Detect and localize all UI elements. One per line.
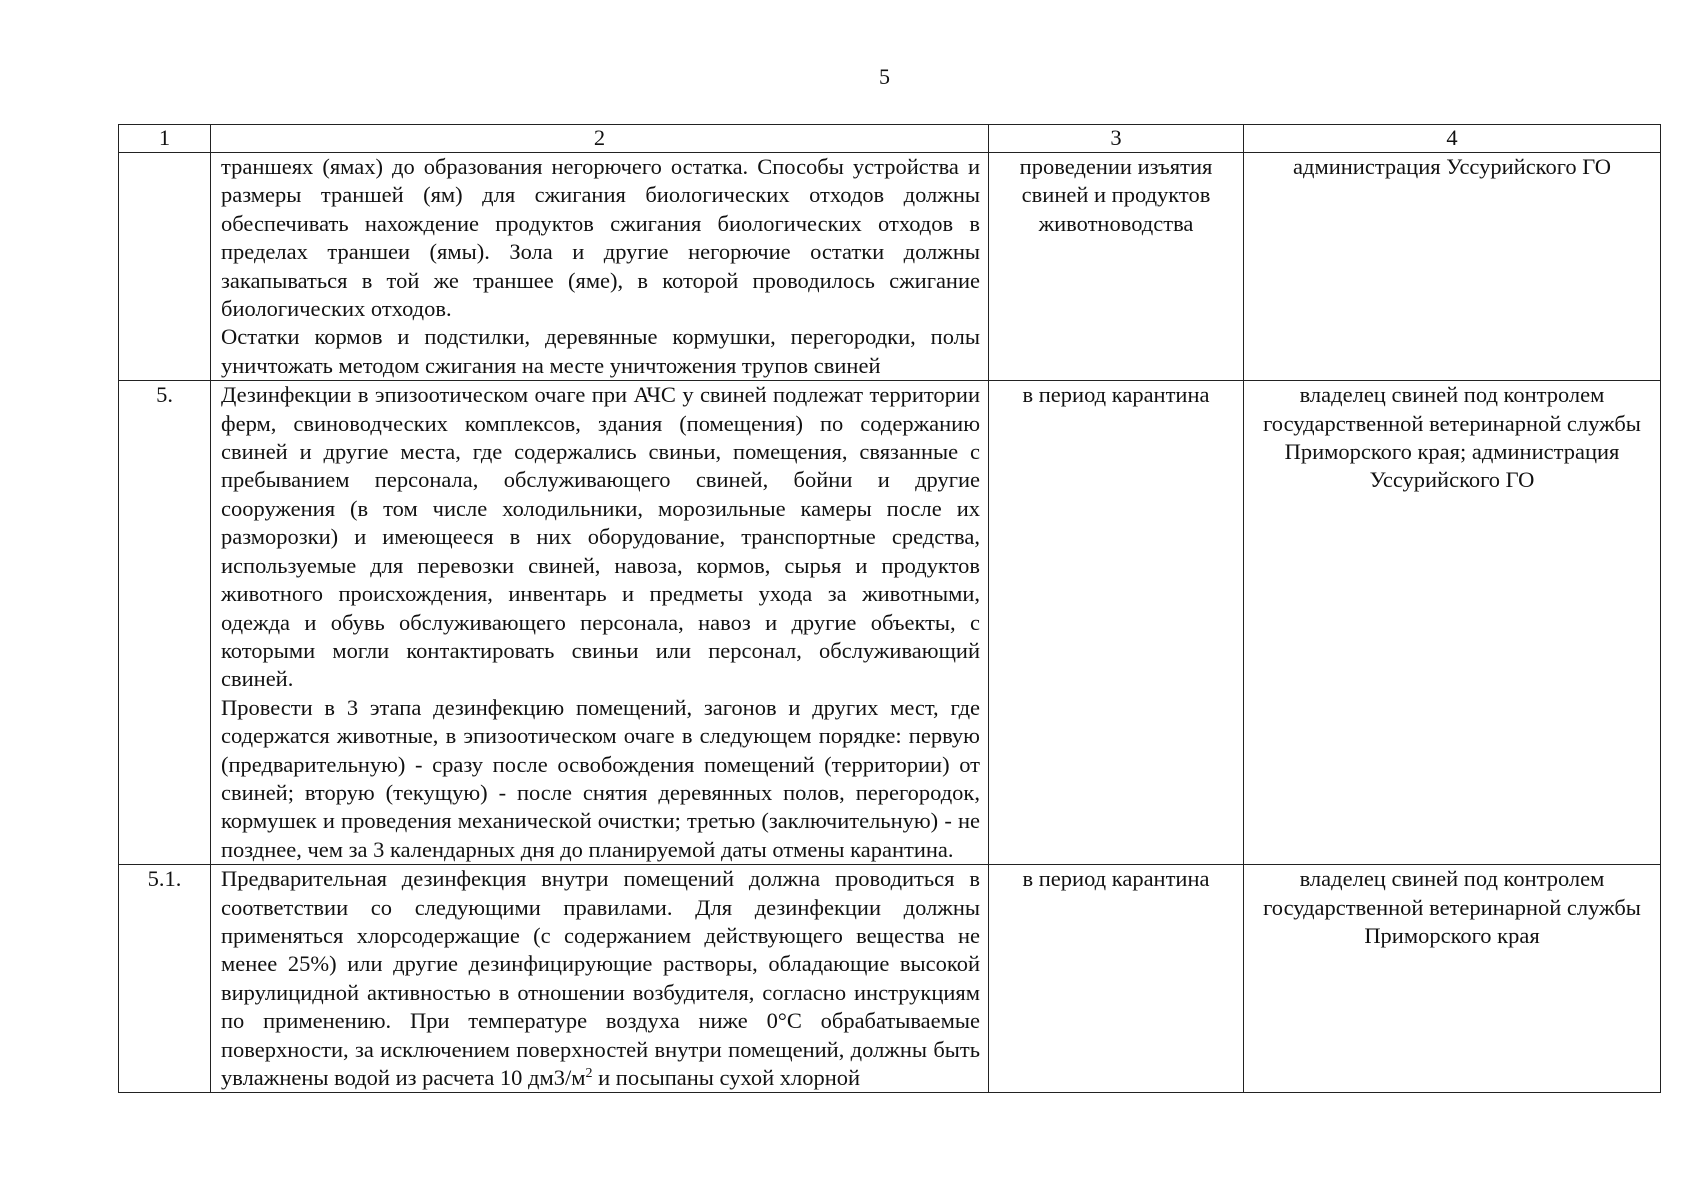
measure-text: Предварительная дезинфекция внутри помещений должна проводиться в соответствии со следующими правилами. Для дезинфекции должны применяться хлорсодержащие (с содержанием действующего вещества не менее 25%) или другие дезинфицирующие растворы, обладающие высокой вирулицидной активностью в отношении возбудителя, согласно инструкциям по применению. При температуре воздуха ниже 0°С обрабатываемые поверхности, за исключением поверхностей внутри помещений, должны быть увлажнены водой из расчета 10 дм3/м: [221, 866, 980, 1090]
table-row: [119, 865, 1661, 1093]
measure-paragraph: Дезинфекции в эпизоотическом очаге при АЧС у свиней подлежат территории ферм, свиноводческих комплексов, здания (помещения) по содержанию свиней и другие места, где содержались свиньи, помещения, связанные с пребыванием персонала, обслуживающего свиней, бойни и другие сооружения (в том числе холодильники, морозильные камеры после их разморозки) и имеющееся в них оборудование, транспортные средства, используемые для перевозки свиней, навоза, кормов, сырья и продуктов животного происхождения, инвентарь и предметы ухода за животными, одежда и обувь обслуживающего персонала, навоз и другие объекты, с которыми могли контактировать свиньи или персонал, обслуживающий свиней.: [221, 382, 980, 692]
column-header-3: 3: [989, 125, 1244, 153]
measure-responsible: владелец свиней под контролем государственной ветеринарной службы Приморского края: [1244, 865, 1661, 1093]
measure-paragraph: траншеях (ямах) до образования негорючего остатка. Способы устройства и размеры траншей (ям) для сжигания биологических отходов должны обеспечивать нахождение продуктов сжигания биологических отходов в пределах траншеи (ямы). Зола и другие негорючие остатки должны закапываться в той же траншее (яме), в которой проводилось сжигание биологических отходов.: [221, 154, 980, 322]
measure-responsible: владелец свиней под контролем государственной ветеринарной службы Приморского края; администрация Уссурийского ГО: [1244, 381, 1661, 865]
row-number: 5.1.: [119, 865, 211, 1093]
measures-table: [118, 124, 1661, 1093]
page-number: 5: [879, 64, 890, 89]
column-header-1: 1: [119, 125, 211, 153]
measure-description: [211, 381, 989, 865]
measure-description: [211, 865, 989, 1093]
table-row: [119, 381, 1661, 865]
measure-responsible: администрация Уссурийского ГО: [1244, 153, 1661, 381]
row-number: 5.: [119, 381, 211, 865]
table-header-row: [119, 125, 1661, 153]
measure-description: [211, 153, 989, 381]
measure-text-tail: и посыпаны сухой хлорной: [592, 1065, 861, 1090]
column-header-4: 4: [1244, 125, 1661, 153]
measure-term: в период карантина: [989, 865, 1244, 1093]
table-row: [119, 153, 1661, 381]
measure-term: в период карантина: [989, 381, 1244, 865]
superscript: 2: [585, 1066, 593, 1081]
column-header-2: 2: [211, 125, 989, 153]
measure-term: проведении изъятия свиней и продуктов животноводства: [989, 153, 1244, 381]
measure-paragraph: Провести в 3 этапа дезинфекцию помещений, загонов и других мест, где содержатся животные, в эпизоотическом очаге в следующем порядке: первую (предварительную) - сразу после освобождения помещений (территории) от свиней; вторую (текущую) - после снятия деревянных полов, перегородок, кормушек и проведения механической очистки; третью (заключительную) - не позднее, чем за 3 календарных дня до планируемой даты отмены карантина.: [221, 694, 980, 862]
measure-paragraph: [221, 865, 980, 1092]
row-number: [119, 153, 211, 381]
measure-paragraph: Остатки кормов и подстилки, деревянные кормушки, перегородки, полы уничтожать методом сжигания на месте уничтожения трупов свиней: [221, 324, 980, 378]
